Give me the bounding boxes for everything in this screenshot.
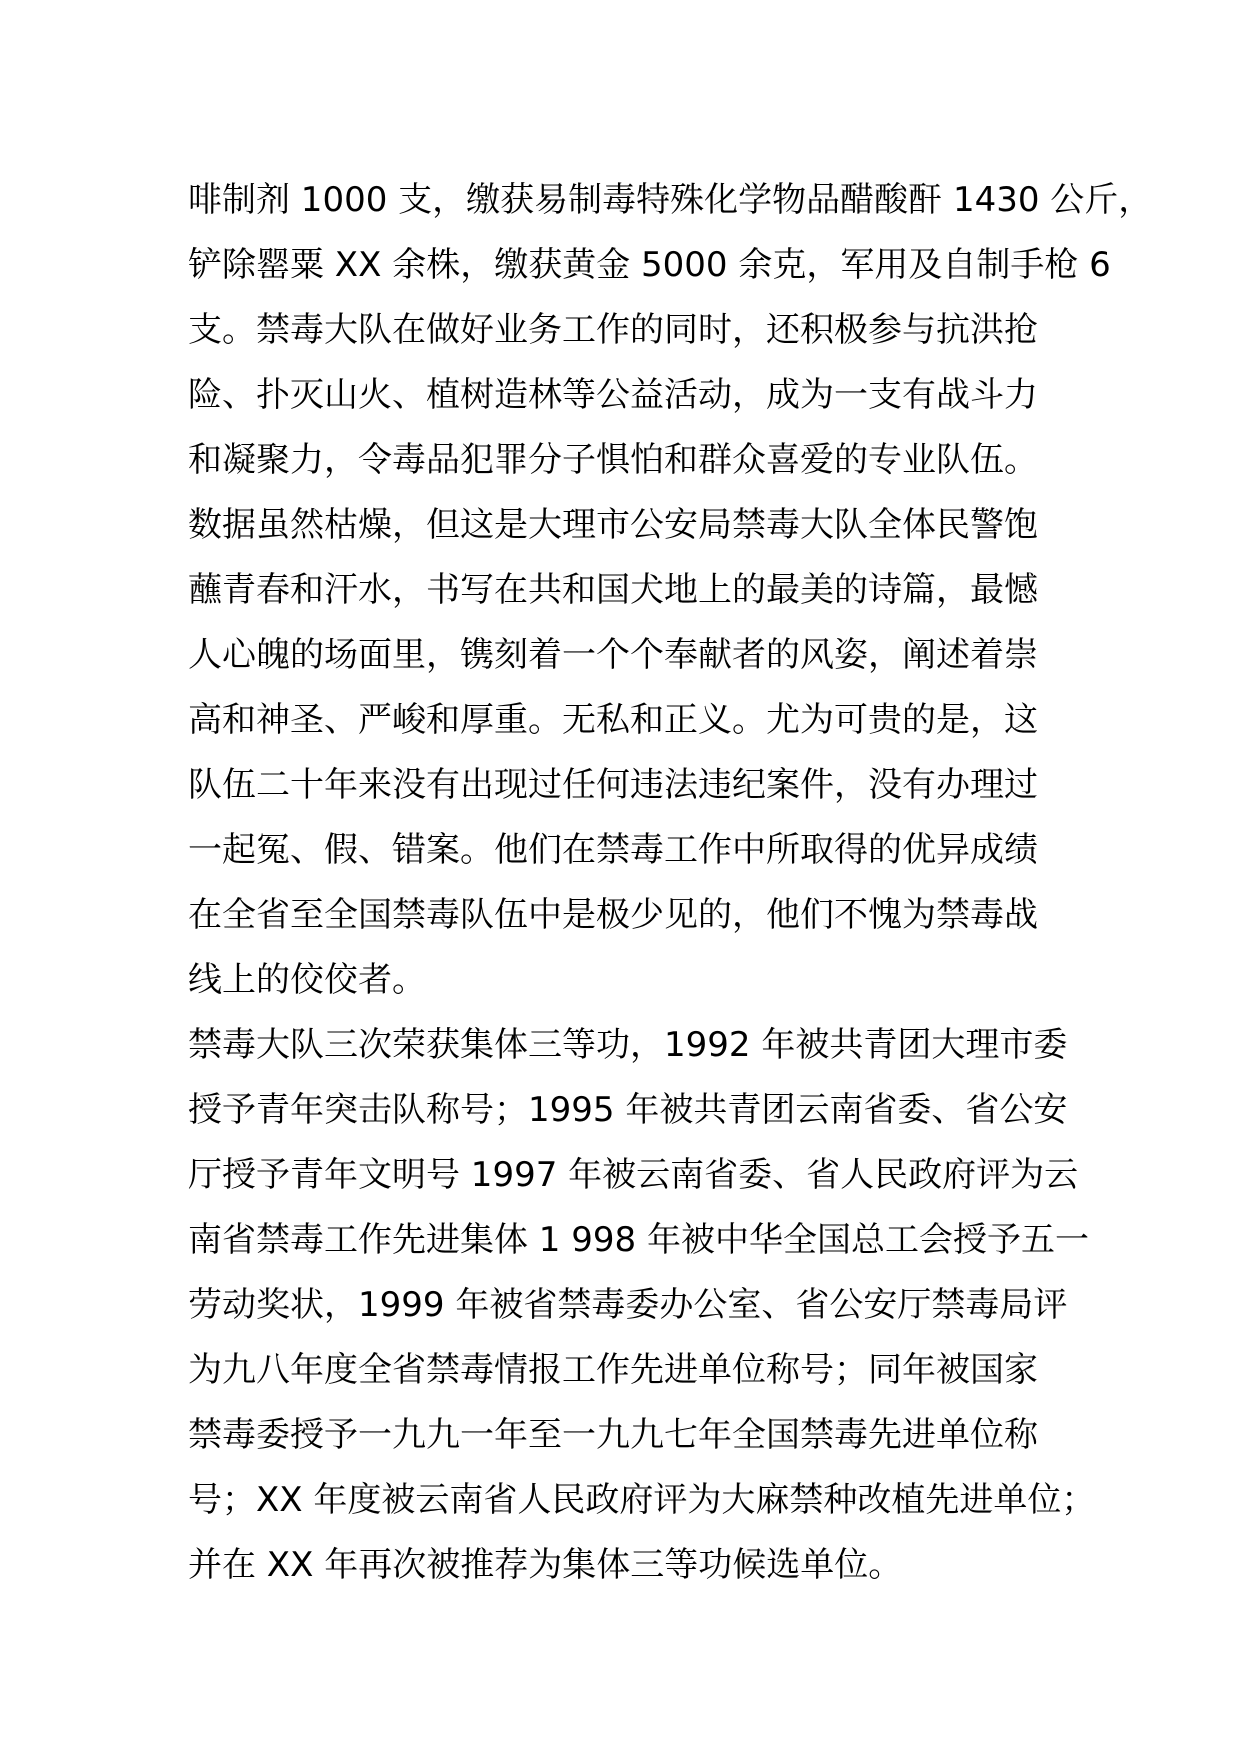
text-line: 禁毒大队三次荣获集体三等功，1992 年被共青团大理市委 (188, 1025, 1068, 1065)
text-line: 铲除罂粟 XX 余株，缴获黄金 5000 余克，军用及自制手枪 6 (188, 245, 1111, 285)
text-line: 一起冤、假、错案。他们在禁毒工作中所取得的优异成绩 (188, 830, 1038, 870)
text-line: 线上的佼佼者。 (188, 960, 426, 1000)
text-line: 禁毒委授予一九九一年至一九九七年全国禁毒先进单位称 (188, 1415, 1038, 1455)
text-line: 高和神圣、严峻和厚重。无私和正义。尤为可贵的是，这 (188, 700, 1038, 740)
text-line: 厅授予青年文明号 1997 年被云南省委、省人民政府评为云 (188, 1155, 1079, 1195)
text-line: 授予青年突击队称号；1995 年被共青团云南省委、省公安 (188, 1090, 1068, 1130)
text-line: 号；XX 年度被云南省人民政府评为大麻禁种改植先进单位； (188, 1480, 1096, 1520)
text-line: 险、扑灭山火、植树造林等公益活动，成为一支有战斗力 (188, 375, 1038, 415)
text-line: 队伍二十年来没有出现过任何违法违纪案件，没有办理过 (188, 765, 1038, 805)
text-line: 人心魄的场面里，镌刻着一个个奉献者的风姿，阐述着崇 (188, 635, 1038, 675)
text-line: 在全省至全国禁毒队伍中是极少见的，他们不愧为禁毒战 (188, 895, 1038, 935)
text-line: 蘸青春和汗水，书写在共和国犬地上的最美的诗篇，最憾 (188, 570, 1038, 610)
text-line: 啡制剂 1000 支，缴获易制毒特殊化学物品醋酸酐 1430 公斤， (188, 180, 1153, 220)
text-line: 为九八年度全省禁毒情报工作先进单位称号；同年被国家 (188, 1350, 1038, 1390)
text-line: 支。禁毒大队在做好业务工作的同时，还积极参与抗洪抢 (188, 310, 1038, 350)
text-line: 和凝聚力，令毒品犯罪分子惧怕和群众喜爱的专业队伍。 (188, 440, 1038, 480)
text-line: 并在 XX 年再次被推荐为集体三等功候选单位。 (188, 1545, 903, 1585)
body-text (188, 168, 1153, 1598)
text-line: 南省禁毒工作先进集体 1 998 年被中华全国总工会授予五一 (188, 1220, 1089, 1260)
text-line: 劳动奖状，1999 年被省禁毒委办公室、省公安厅禁毒局评 (188, 1285, 1068, 1325)
text-line: 数据虽然枯燥，但这是大理市公安局禁毒大队全体民警饱 (188, 505, 1038, 545)
